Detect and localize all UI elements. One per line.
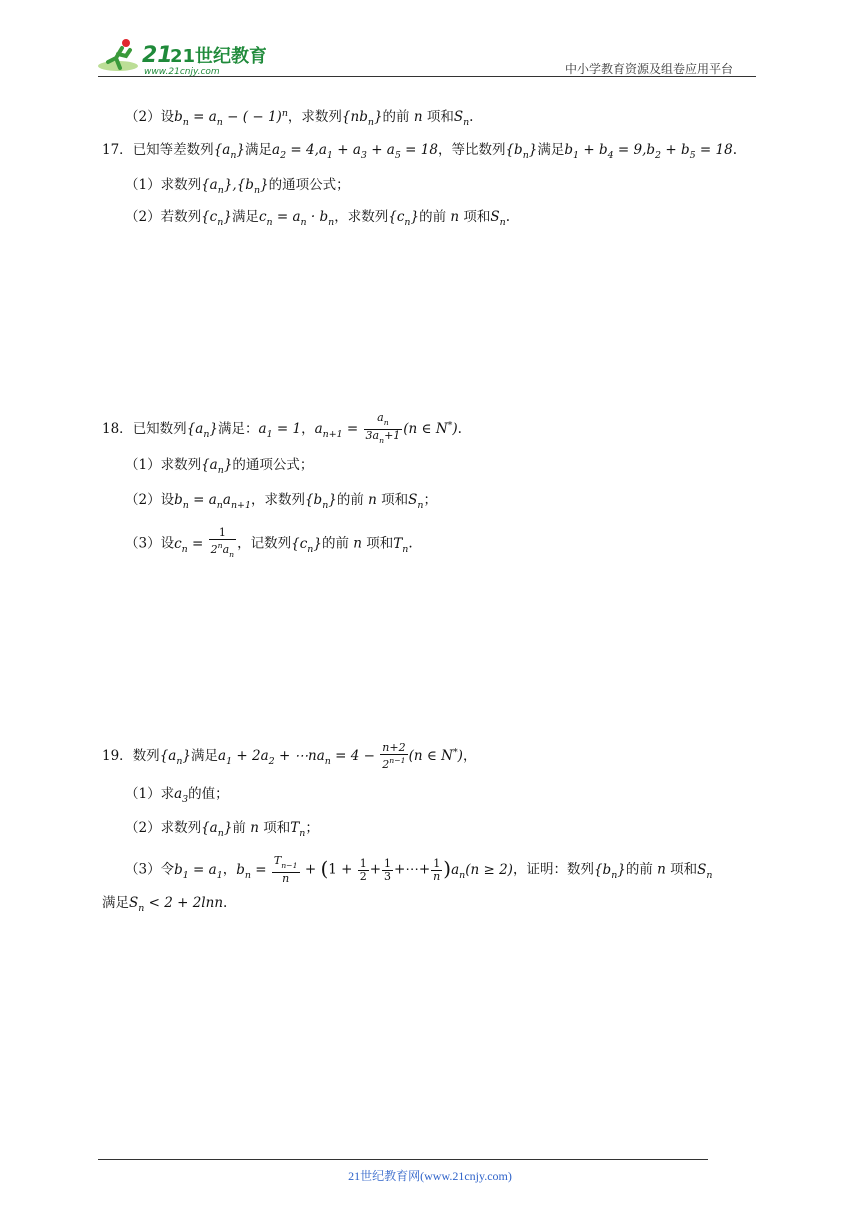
header-divider (98, 76, 756, 77)
footer-divider (98, 1159, 708, 1160)
footer-text[interactable]: 21世纪教育网(www.21cnjy.com) (348, 1169, 512, 1183)
svg-text:www.21cnjy.com: www.21cnjy.com (144, 67, 220, 77)
q18-stem: 18．已知数列$\{a_n\}$满足：$a_1 = 1$，$a_{n+1}$ = $\frac{a_n}{3a_n+1}$ (n ∈ N*). (102, 411, 462, 445)
site-logo (96, 36, 266, 78)
q18-part1: （1）求数列$\{a_n\}$的通项公式； (125, 457, 314, 476)
q17-stem: 17．已知等差数列$\{a_n\}$满足$a_2 = 4,a_1 + a_3 + a_5 = 18$，等比数列$\{b_n\}$满足$b_1 + b_4 = 9,b_2 + b_5 = 18$. (102, 142, 737, 161)
svg-text:21: 21 (142, 43, 173, 68)
q19-part1: （1）求$a_3$的值； (125, 786, 229, 805)
q19-part3-line2: 满足$S_n < 2 + 2\ln n$. (102, 895, 228, 914)
q16-part2: （2）设$b_n = a_n$ − ( − 1)$^n$，求数列$\{nb_n\}$的前 n 项和$S_n$. (125, 108, 474, 128)
q18-part2: （2）设$b_n = a_na_{n+1}$，求数列$\{b_n\}$的前 n 项和$S_n$； (125, 492, 438, 511)
q19-part3: （3）令$b_1 = a_1$，$b_n$ = $\frac{T_{n-1}}{n}$ + (1 + $\frac{1}{2}$ + $\frac{1}{3}$ +⋯+ $\frac{1}{n}$ )$a_n(n \ge 2)$，证明：数列$\{b_n\}$的前 n 项和$S_n$ (125, 854, 713, 885)
q19-stem: 19．数列$\{a_n\}$满足$a_1 + 2a_2$ + $\cdots na_n = 4$ − $\frac{n+2}{2^{n-1}}$ (n ∈ N*)， (102, 741, 477, 771)
q18-part3: （3）设$c_n$ = $\frac{1}{2^na_n}$ ，记数列$\{c_n\}$的前 n 项和$T_n$. (125, 526, 413, 559)
runner-logo-icon (96, 36, 266, 78)
q17-part1: （1）求数列$\{a_n\},\{b_n\}$的通项公式； (125, 177, 350, 196)
platform-name: 中小学教育资源及组卷应用平台 (565, 62, 734, 76)
logo-text: 21世纪教育 (170, 46, 266, 67)
q19-part2: （2）求数列$\{a_n\}$前 n 项和$T_n$； (125, 820, 319, 839)
q17-part2: （2）若数列$\{c_n\}$满足$c_n = a_n \cdot b_n$，求数列$\{c_n\}$的前 n 项和$S_n$. (125, 209, 511, 228)
